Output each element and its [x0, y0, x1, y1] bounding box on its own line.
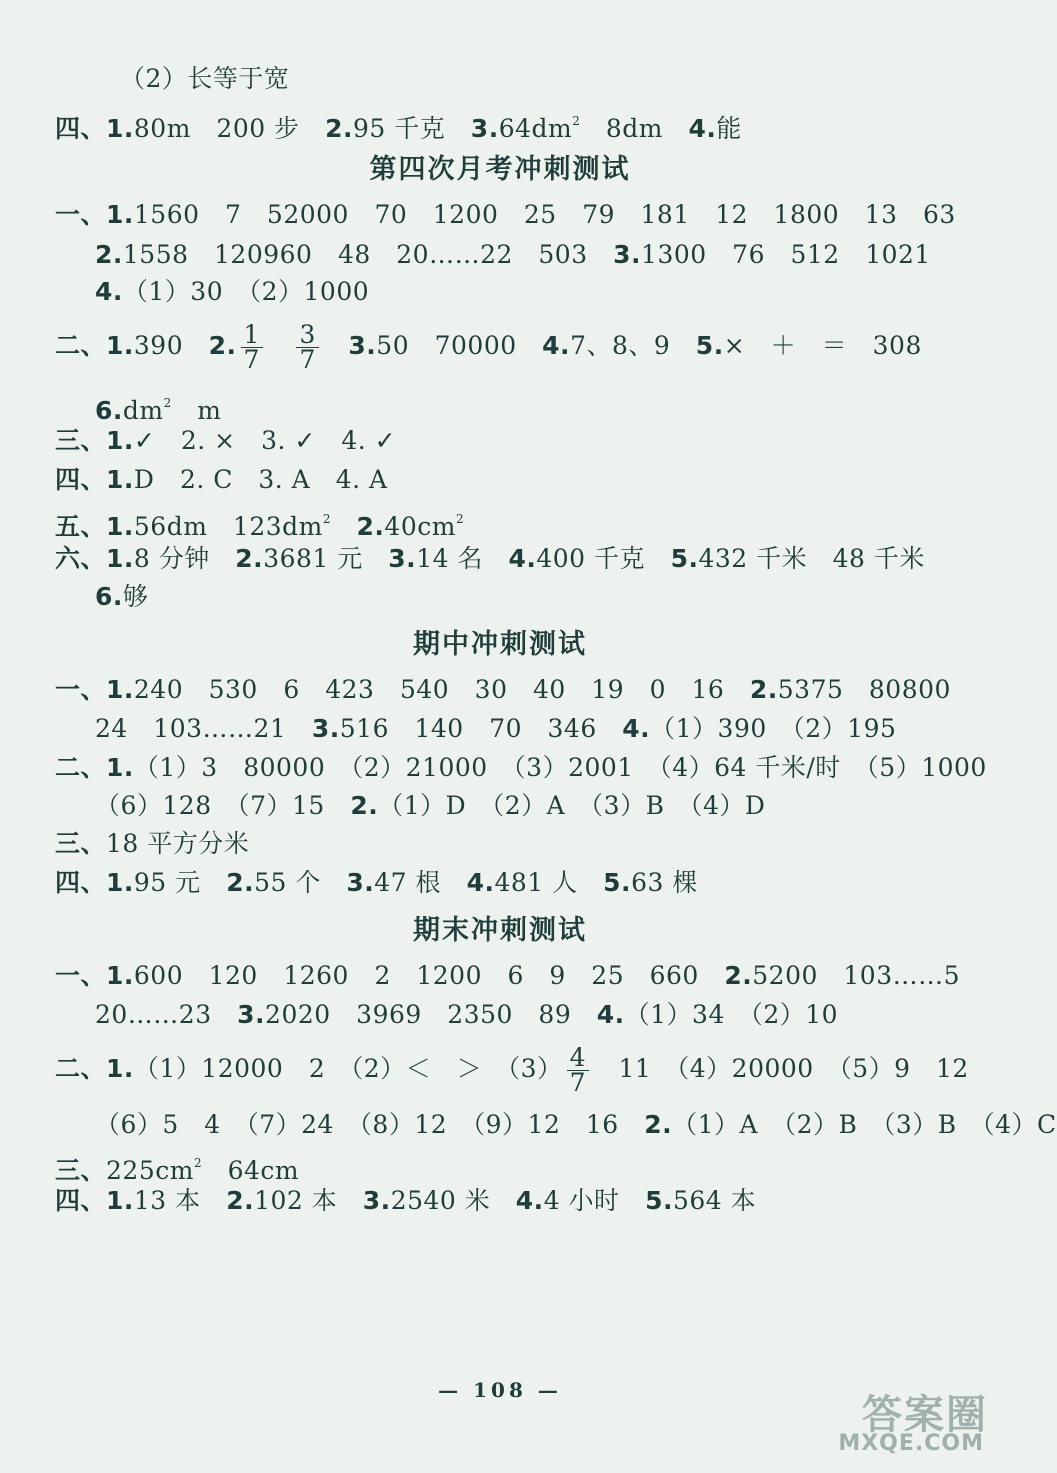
question-number: 二、1. [55, 331, 134, 360]
section-title: 期中冲刺测试 [413, 629, 587, 660]
answer-text: 1560 7 52000 70 1200 25 79 181 12 1800 13 63 [133, 200, 956, 229]
question-number: 5. [670, 544, 699, 573]
answer-text: （1）30 （2）1000 [122, 277, 370, 306]
answer-text: 2020 3969 2350 89 [265, 1000, 572, 1029]
answer-text: 2540 米 [390, 1186, 491, 1215]
question-number: 2. [95, 240, 123, 269]
question-number: 2. [644, 1110, 673, 1139]
fraction-numerator: 1 [241, 323, 263, 348]
answer-text: 1300 76 512 1021 [641, 240, 931, 269]
answer-text: 11 （4）20000 （5）9 12 [592, 1054, 969, 1083]
fraction [567, 1043, 589, 1097]
answer-text: （1）390 （2）195 [650, 714, 897, 743]
fraction-numerator: 4 [567, 1046, 589, 1071]
fraction-numerator: 3 [296, 323, 318, 348]
answer-line [95, 386, 221, 428]
question-number: 三、 [55, 1156, 107, 1185]
answer-text: dm [122, 396, 164, 425]
answer-text: 5200 103……5 [752, 961, 961, 990]
answer-line [55, 542, 925, 576]
question-number: 二、1. [55, 1054, 134, 1083]
answer-line [55, 424, 396, 458]
fraction-denominator: 7 [299, 345, 316, 374]
answer-line [95, 580, 148, 614]
fraction-denominator: 7 [569, 1068, 586, 1097]
question-number: 4. [688, 114, 717, 143]
fraction-denominator: 7 [243, 345, 260, 374]
answer-text: 50 70000 [376, 331, 517, 360]
answer-line [95, 998, 838, 1032]
section-title: 期末冲刺测试 [413, 915, 587, 946]
question-number: 三、1. [55, 426, 134, 455]
answer-text: 55 个 [254, 868, 321, 897]
question-number: 3. [237, 1000, 266, 1029]
answer-text: 432 千米 48 千米 [698, 544, 925, 573]
answer-text: 8 分钟 [133, 544, 210, 573]
answer-text: 95 元 [133, 868, 201, 897]
question-number: 4. [466, 868, 495, 897]
answer-text: 64cm [202, 1156, 300, 1185]
answer-text: 102 本 [254, 1186, 338, 1215]
answer-text: 64dm [498, 114, 573, 143]
answer-line [55, 751, 987, 785]
answer-text: 225cm [106, 1156, 194, 1185]
question-number: 2. [208, 331, 237, 360]
answer-line [55, 463, 388, 497]
answer-text: （1）12000 2 （2）＜ ＞ （3） [133, 1054, 563, 1083]
question-number: 2. [749, 675, 778, 704]
answer-text: 600 120 1260 2 1200 6 9 25 660 [133, 961, 699, 990]
question-number: 4. [596, 1000, 625, 1029]
answer-text: ✓ 2. × 3. ✓ 4. ✓ [133, 426, 397, 455]
answer-line [95, 238, 931, 272]
question-number: 一、1. [55, 200, 134, 229]
question-number: 三、 [55, 829, 107, 858]
answer-line [95, 275, 369, 309]
fraction [241, 320, 263, 374]
answer-line [55, 198, 956, 232]
answer-text: 13 本 [133, 1186, 201, 1215]
answer-text: 390 [133, 331, 184, 360]
answer-text: （6）128 （7）15 [95, 791, 325, 820]
answer-text: 564 本 [672, 1186, 757, 1215]
answer-line [55, 827, 249, 861]
answer-text: 8dm [580, 114, 663, 143]
answer-text: （1）34 （2）10 [624, 1000, 839, 1029]
question-number: 一、1. [55, 961, 134, 990]
answer-line [95, 789, 765, 823]
question-number: 3. [362, 1186, 391, 1215]
answer-line [55, 1184, 756, 1218]
watermark-url: MXQE.COM [838, 1431, 984, 1456]
answer-text: 3681 元 [263, 544, 363, 573]
answer-line [95, 1108, 1057, 1142]
answer-line [55, 502, 464, 544]
question-number: 6. [95, 582, 123, 611]
answer-text: 24 103……21 [95, 714, 287, 743]
watermark-text: 答案圈 [862, 1392, 988, 1438]
answer-text: D 2. C 3. A 4. A [133, 465, 388, 494]
answer-text: （1）D （2）A （3）B （4）D [378, 791, 766, 820]
answer-text: 4 小时 [543, 1186, 620, 1215]
answer-text: 5375 80800 [777, 675, 951, 704]
question-number: 5. [645, 1186, 673, 1215]
question-number: 3. [311, 714, 340, 743]
page-number: — 108 — [438, 1378, 562, 1402]
answer-text: 400 千克 [536, 544, 646, 573]
answer-line [55, 1040, 969, 1098]
superscript: 2 [322, 512, 331, 526]
question-number: 4. [95, 277, 123, 306]
answer-text: 1558 120960 48 20……22 503 [122, 240, 588, 269]
answer-text: 481 人 [494, 868, 578, 897]
watermark-logo [838, 1383, 988, 1463]
question-number: 5. [603, 868, 632, 897]
answer-text: （1）3 80000 （2）21000 （3）2001 （4）64 千米/时 （5）1000 [133, 753, 987, 782]
question-number: 2. [325, 114, 354, 143]
question-number: 4. [622, 714, 651, 743]
answer-text: 63 棵 [631, 868, 698, 897]
answer-text: 516 140 70 346 [339, 714, 597, 743]
answer-text: （6）5 4 （7）24 （8）12 （9）12 16 [95, 1110, 619, 1139]
question-number: 3. [613, 240, 642, 269]
question-number: 2. [226, 868, 255, 897]
superscript: 2 [193, 1156, 203, 1170]
question-number: 4. [542, 331, 571, 360]
question-number: 四、1. [55, 868, 134, 897]
question-number: 2. [350, 791, 379, 820]
answer-text: 47 根 [374, 868, 442, 897]
question-number: 四、1. [55, 1186, 134, 1215]
question-number: 4. [508, 544, 537, 573]
superscript: 2 [163, 396, 172, 410]
answer-line [55, 104, 742, 146]
answer-text: （1）A （2）B （3）B （4）C [672, 1110, 1057, 1139]
question-number: 3. [348, 331, 377, 360]
answer-line [55, 1146, 299, 1188]
answer-line [55, 318, 922, 374]
answer-line [55, 673, 951, 707]
answer-line [120, 62, 289, 96]
answer-text: 40cm [384, 512, 456, 541]
superscript: 2 [572, 114, 581, 128]
answer-text: 18 平方分米 [106, 829, 250, 858]
question-number: 2. [235, 544, 264, 573]
answer-text: 20……23 [95, 1000, 212, 1029]
answer-text: 56dm 123dm [133, 512, 323, 541]
answer-text: （2）长等于宽 [120, 64, 290, 93]
question-number: 2. [356, 512, 385, 541]
answer-text: m [171, 396, 222, 425]
answer-text: × ＋ ＝ 308 [723, 331, 922, 360]
answer-line [55, 959, 960, 993]
question-number: 3. [388, 544, 417, 573]
answer-text: 能 [716, 114, 742, 143]
answer-line [55, 866, 698, 900]
answer-text: 14 名 [416, 544, 483, 573]
answer-text: 7、8、9 [570, 331, 671, 360]
answer-text: 够 [122, 582, 149, 611]
answer-text: 240 530 6 423 540 30 40 19 0 16 [133, 675, 725, 704]
question-number: 4. [515, 1186, 544, 1215]
question-number: 一、1. [55, 675, 134, 704]
question-number: 五、1. [55, 512, 134, 541]
question-number: 6. [95, 396, 123, 425]
answer-text: 95 千克 [353, 114, 446, 143]
question-number: 2. [226, 1186, 255, 1215]
section-title: 第四次月考冲刺测试 [369, 154, 631, 185]
superscript: 2 [455, 512, 465, 526]
fraction [296, 320, 318, 374]
question-number: 5. [695, 331, 724, 360]
question-number: 六、1. [55, 544, 134, 573]
answer-line [95, 712, 896, 746]
question-number: 四、1. [55, 114, 134, 143]
question-number: 3. [470, 114, 499, 143]
question-number: 3. [346, 868, 375, 897]
answer-text: 80m 200 步 [133, 114, 300, 143]
question-number: 四、1. [55, 465, 134, 494]
question-number: 2. [724, 961, 753, 990]
question-number: 二、1. [55, 753, 134, 782]
